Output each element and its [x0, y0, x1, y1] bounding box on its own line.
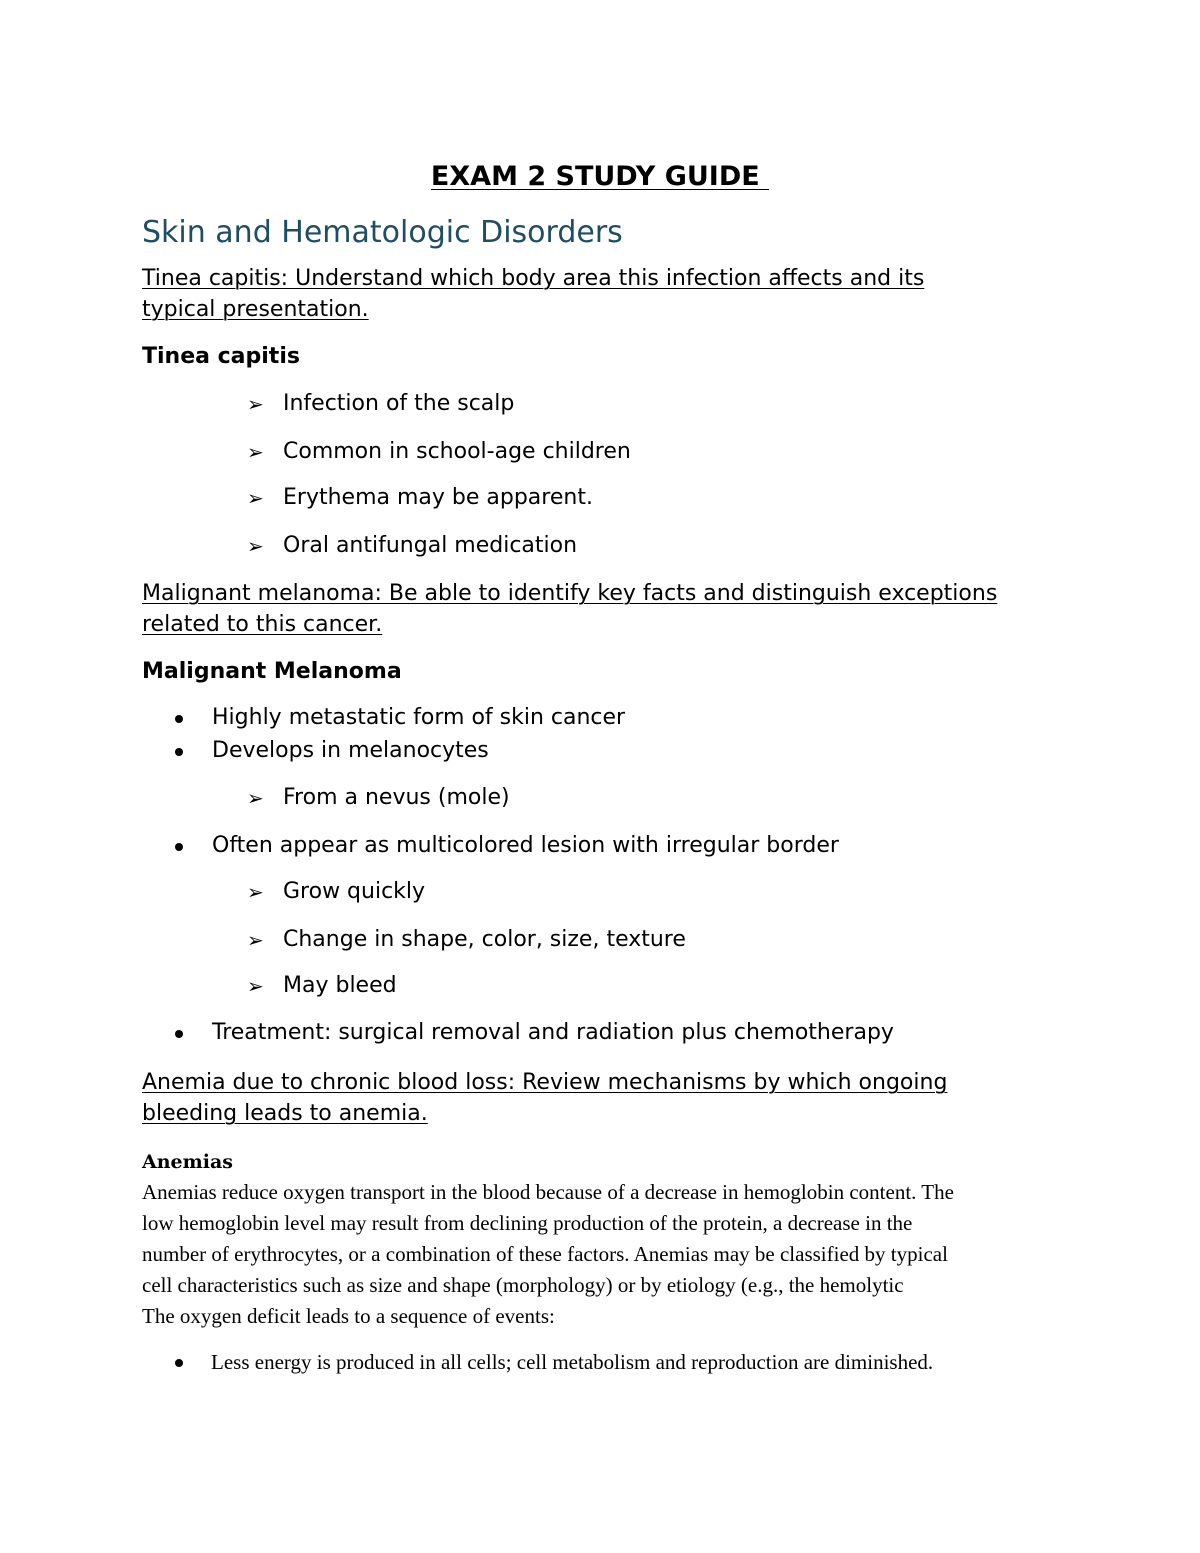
anemia-paragraph-line-1: Anemias reduce oxygen transport in the blood because of a decrease in hemoglobin content. The — [142, 1180, 954, 1204]
bullet-dot-icon — [175, 843, 183, 851]
anemia-prompt — [142, 1067, 1072, 1129]
arrow-bullet-icon: ➢ — [247, 392, 264, 416]
arrow-bullet-icon: ➢ — [247, 974, 264, 998]
anemia-heading: Anemias — [142, 1151, 233, 1173]
bullet-dot-icon — [175, 715, 183, 723]
arrow-bullet-icon: ➢ — [247, 486, 264, 510]
anemia-prompt-line2: bleeding leads to anemia. — [142, 1101, 428, 1126]
melanoma-sub-3: Change in shape, color, size, texture — [283, 927, 686, 952]
tinea-prompt-line2: typical presentation. — [142, 297, 369, 322]
melanoma-prompt — [142, 578, 1072, 640]
tinea-prompt-line1: Tinea capitis: Understand which body area this infection affects and its — [142, 266, 925, 291]
bullet-dot-icon — [175, 1030, 183, 1038]
bullet-dot-icon — [175, 748, 183, 756]
melanoma-prompt-line1: Malignant melanoma: Be able to identify key facts and distinguish exceptions — [142, 581, 998, 606]
arrow-bullet-icon: ➢ — [247, 786, 264, 810]
melanoma-bullet-4: Treatment: surgical removal and radiation plus chemotherapy — [212, 1020, 894, 1045]
melanoma-bullet-3: Often appear as multicolored lesion with irregular border — [212, 833, 839, 858]
melanoma-sub-1: From a nevus (mole) — [283, 785, 510, 810]
arrow-bullet-icon: ➢ — [247, 534, 264, 558]
anemia-paragraph-line-4: cell characteristics such as size and shape (morphology) or by etiology (e.g., the hemolytic — [142, 1273, 904, 1297]
anemia-paragraph-line-2: low hemoglobin level may result from declining production of the protein, a decrease in the — [142, 1211, 913, 1235]
melanoma-heading: Malignant Melanoma — [142, 659, 402, 684]
tinea-item-3: Erythema may be apparent. — [283, 485, 593, 510]
melanoma-prompt-line2: related to this cancer. — [142, 612, 383, 637]
document-title-text: EXAM 2 STUDY GUIDE — [430, 161, 770, 192]
tinea-item-4: Oral antifungal medication — [283, 533, 578, 558]
arrow-bullet-icon: ➢ — [247, 928, 264, 952]
arrow-bullet-icon: ➢ — [247, 880, 264, 904]
tinea-heading: Tinea capitis — [142, 344, 300, 369]
anemia-prompt-line1: Anemia due to chronic blood loss: Review mechanisms by which ongoing — [142, 1070, 948, 1095]
section-heading: Skin and Hematologic Disorders — [142, 215, 623, 250]
arrow-bullet-icon: ➢ — [247, 440, 264, 464]
tinea-item-2: Common in school-age children — [283, 439, 631, 464]
anemia-bullet-1: Less energy is produced in all cells; cell metabolism and reproduction are diminished. — [211, 1350, 934, 1374]
anemia-paragraph-line-5: The oxygen deficit leads to a sequence of events: — [142, 1304, 555, 1328]
melanoma-sub-2: Grow quickly — [283, 879, 426, 904]
tinea-item-1: Infection of the scalp — [283, 391, 515, 416]
anemia-paragraph-line-3: number of erythrocytes, or a combination of these factors. Anemias may be classified by typical — [142, 1242, 948, 1266]
melanoma-sub-4: May bleed — [283, 973, 397, 998]
melanoma-bullet-1: Highly metastatic form of skin cancer — [212, 705, 626, 730]
bullet-dot-icon — [175, 1359, 183, 1367]
melanoma-bullet-2: Develops in melanocytes — [212, 738, 489, 763]
tinea-prompt — [142, 263, 1072, 325]
document-title — [0, 160, 1200, 194]
